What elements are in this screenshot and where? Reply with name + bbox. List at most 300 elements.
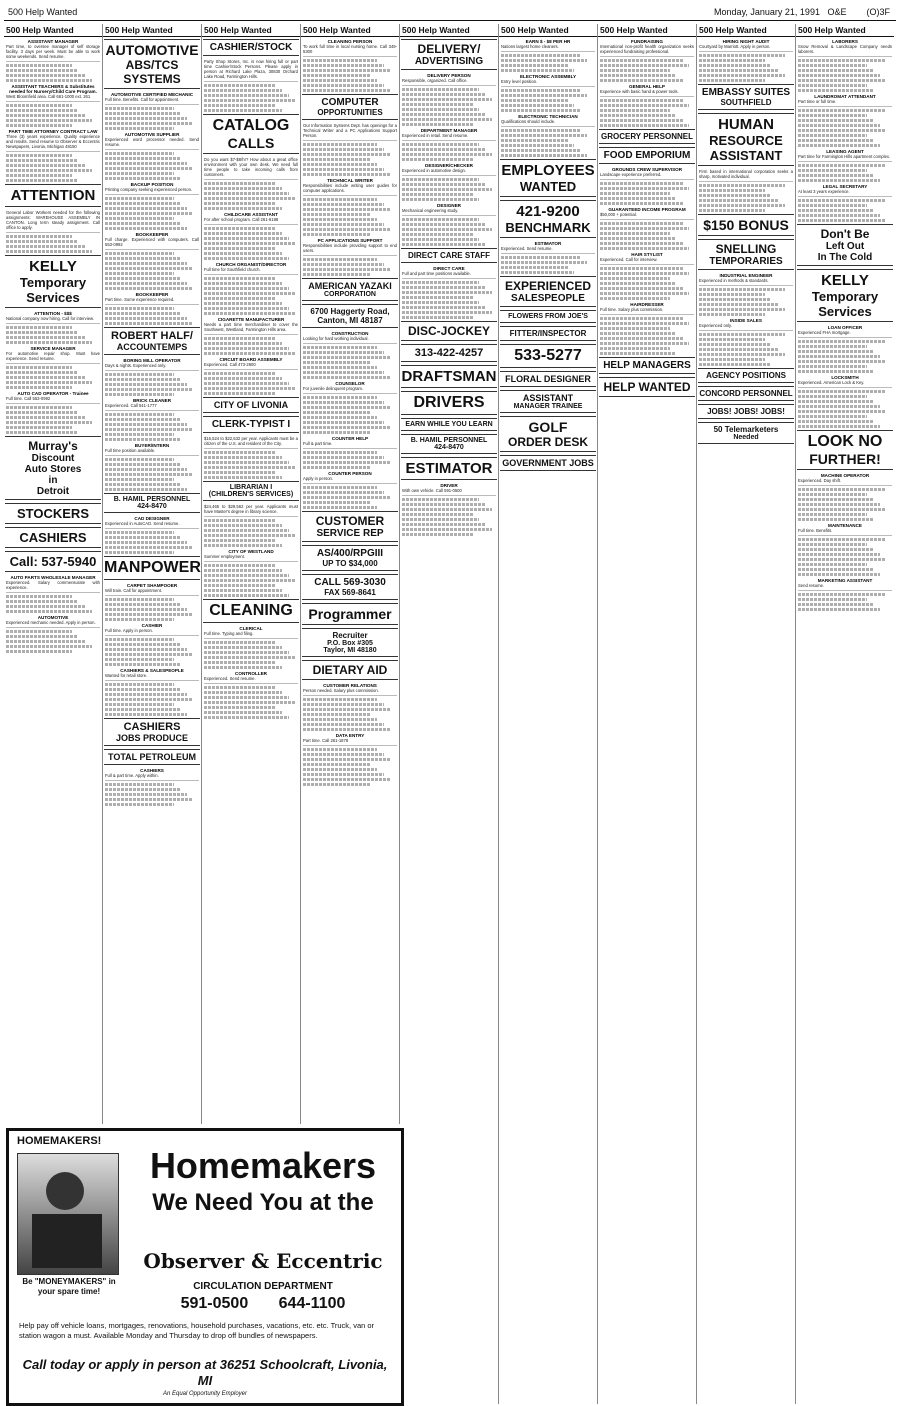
display-ad-line: In The Cold <box>817 252 873 263</box>
circulation-phones: 591-0500 644-1100 <box>180 1295 346 1312</box>
classified-ad <box>402 73 496 86</box>
ad-fine-print <box>501 54 595 72</box>
classified-ad <box>699 39 793 52</box>
display-ad <box>203 416 299 433</box>
ad-text: Part time or full time. <box>798 99 837 104</box>
display-ad-line: 424-8470 <box>137 503 167 510</box>
classified-ad <box>105 768 199 781</box>
display-ad <box>500 159 596 197</box>
display-ad-line: CALLS <box>227 135 275 151</box>
ad-text: $50,000 + potential. <box>600 212 637 217</box>
ad-title: MARKETING ASSISTANT <box>817 578 873 583</box>
display-ad-line: KELLY <box>821 272 869 289</box>
ad-title: HIRING NIGHT AUDIT <box>722 39 770 44</box>
photo-caption: Be "MONEYMAKERS" in your spare time! <box>22 1277 116 1296</box>
classified-ad <box>402 128 496 141</box>
homemakers-subtitle: We Need You at the <box>152 1189 374 1216</box>
ad-text: Part time. Some experience required. <box>105 297 175 302</box>
display-ad-line: EXPERIENCED <box>504 279 592 293</box>
circulation-department: CIRCULATION DEPARTMENT <box>193 1281 333 1292</box>
ad-title: ELECTRONIC TECHNICIAN <box>518 114 578 119</box>
ad-fine-print <box>402 281 496 319</box>
ad-text: Apply in person. <box>303 476 334 481</box>
ad-title: COUNTER HELP <box>331 436 369 441</box>
classified-ad <box>600 207 694 220</box>
ad-text: Experienced in automotive design. <box>402 168 467 173</box>
display-ad-line: 424-8470 <box>434 444 464 451</box>
classified-ad <box>105 232 199 250</box>
display-ad <box>500 371 596 387</box>
ad-fine-print <box>798 164 892 182</box>
ad-text: Experience with basic hand & power tools. <box>600 89 679 94</box>
display-ad <box>203 114 299 154</box>
ad-fine-print <box>303 698 397 731</box>
ad-title: AUTO CAD OPERATOR - Trainee <box>17 391 89 396</box>
display-ad <box>302 660 398 680</box>
classified-ad <box>204 59 298 82</box>
ad-text: Full & part time. Apply within. <box>105 773 159 778</box>
classified-ad <box>501 74 595 87</box>
ad-title: COUNSELOR <box>335 381 365 386</box>
display-ad-line: ACCOUNTEMPS <box>116 342 188 352</box>
ad-fine-print <box>105 152 199 180</box>
ad-title: CLEANING PERSON <box>327 39 373 44</box>
ad-fine-print <box>303 396 397 434</box>
classified-ad <box>798 94 892 107</box>
display-ad-line: Programmer <box>308 606 392 622</box>
display-ad-line: RESOURCE <box>709 133 783 148</box>
ad-title: DIRECT CARE <box>433 266 465 271</box>
classified-ad <box>303 471 397 484</box>
display-ad-line: DELIVERY/ <box>417 42 481 56</box>
classified-ad <box>204 671 298 684</box>
column-8 <box>697 24 796 1404</box>
ad-text: Wanted for retail store. <box>105 673 148 678</box>
display-ad-line: LOOK NO <box>807 433 883 450</box>
display-ad-line: AS/400/RPGIII <box>316 548 384 559</box>
display-ad-line: in <box>48 475 58 486</box>
display-ad <box>500 344 596 368</box>
ad-text: Experienced. Call for interview. <box>600 257 658 262</box>
display-ad-line: HELP MANAGERS <box>603 360 691 371</box>
display-ad <box>797 269 893 322</box>
display-ad <box>104 749 200 765</box>
display-ad-line: AMERICAN YAZAKI <box>308 281 392 291</box>
display-ad-line: EMPLOYEES <box>501 162 595 179</box>
ad-title: CARPET SHAMPOOER <box>126 583 178 588</box>
ad-text: Experienced. American Lock & Key. <box>798 380 865 385</box>
column-header: 500 Help Wanted <box>796 24 894 37</box>
column-header: 500 Help Wanted <box>400 24 498 37</box>
page-date: Monday, January 21, 1991 <box>714 7 820 17</box>
display-ad-line: AUTOMOTIVE <box>105 42 199 58</box>
display-ad-line: HELP WANTED <box>603 380 691 394</box>
column-1 <box>4 24 103 1124</box>
ad-title: EARN $ - $8 PER HR <box>525 39 571 44</box>
display-ad-line: OPPORTUNITIES <box>317 108 383 117</box>
display-ad-line: Services <box>26 290 80 305</box>
ad-text: Experienced in AutoCAD. Send resume. <box>105 521 180 526</box>
ad-text: Experienced. Day shift. <box>798 478 842 483</box>
ad-text: Mechanical engineering study. <box>402 208 459 213</box>
header-rule <box>4 20 896 21</box>
display-ad-line: CALL 569-3030 <box>314 577 386 588</box>
ad-text: Qualifications should include. <box>501 119 556 124</box>
ad-title: DESIGNER/CHECKER <box>425 163 473 168</box>
ad-fine-print <box>798 538 892 576</box>
ad-fine-print <box>501 129 595 157</box>
display-ad-line: SOUTHFIELD <box>720 98 772 107</box>
display-ad <box>599 377 695 397</box>
classified-ad <box>204 262 298 275</box>
display-ad-line: ESTIMATOR <box>405 460 493 477</box>
ad-fine-print <box>699 288 793 316</box>
ad-fine-print <box>105 638 199 666</box>
ad-title: AUTO PARTS WHOLESALE MANAGER <box>10 575 96 580</box>
display-ad <box>500 326 596 341</box>
display-ad-line: 421-9200 <box>516 203 580 220</box>
display-ad <box>401 365 497 388</box>
ad-text: Will train. Call for appointment. <box>105 588 163 593</box>
ad-title: CASHIERS & SALESPEOPLE <box>120 668 184 673</box>
homemakers-tag: HOMEMAKERS! <box>17 1135 102 1147</box>
display-ad-line: Taylor, MI 48180 <box>323 647 377 654</box>
display-ad-line: CLERK-TYPIST I <box>211 419 291 430</box>
ad-title: DATA ENTRY <box>335 733 365 738</box>
classified-ad <box>798 39 892 57</box>
ad-title: BOOKKEEPER <box>135 292 169 297</box>
column-header: 500 Help Wanted <box>499 24 597 37</box>
display-ad <box>401 248 497 263</box>
ad-fine-print <box>6 406 100 434</box>
classified-ad <box>6 346 100 364</box>
display-ad <box>797 430 893 470</box>
column-header: 500 Help Wanted <box>301 24 399 37</box>
column-7 <box>598 24 697 1404</box>
classified-ad <box>798 473 892 486</box>
display-ad-line: EARN WHILE YOU LEARN <box>405 421 493 428</box>
display-ad-line: DISC-JOCKEY <box>407 324 490 338</box>
display-ad <box>203 397 299 413</box>
column-4 <box>301 24 400 1124</box>
ad-text: Needs a part time merchandiser to cover the Southwest, Westland, Farmington Hills area. <box>204 322 298 332</box>
ad-title: CONTROLLER <box>235 671 267 676</box>
classified-ad <box>303 733 397 746</box>
ad-text: Printing company seeking experienced person. <box>105 187 193 192</box>
ad-title: BRICK CLEANER <box>132 398 172 403</box>
ad-title: MAINTENANCE <box>828 523 862 528</box>
classified-ad <box>105 398 199 411</box>
display-ad <box>698 368 794 383</box>
classified-ad <box>303 683 397 696</box>
display-ad <box>5 184 101 207</box>
ad-fine-print <box>6 64 100 82</box>
ad-text: $24,465 to $29,562 per year. Applicants must have Master's degree in library science. <box>204 504 298 514</box>
ad-title: CITY OF WESTLAND <box>228 549 274 554</box>
ad-fine-print <box>699 54 793 82</box>
display-ad-line: FLORAL DESIGNER <box>505 374 591 384</box>
classified-ad <box>501 39 595 52</box>
display-ad <box>401 434 497 454</box>
ad-title: ESTIMATOR <box>534 241 562 246</box>
display-ad-line: DIRECT CARE STAFF <box>407 251 491 260</box>
ad-text: Experienced. Send resume. <box>501 246 553 251</box>
ad-text: Experienced. Salary commensurate with experience. <box>6 580 100 590</box>
ad-title: CIGARETTE MANUFACTURER <box>217 317 285 322</box>
ad-title: LAUNDROMAT ATTENDANT <box>814 94 876 99</box>
classified-ad <box>501 114 595 127</box>
display-ad-line: ORDER DESK <box>507 435 588 449</box>
ad-title: HAIRDRESSER <box>630 302 664 307</box>
display-line-stockers: STOCKERS <box>5 503 101 524</box>
ad-fine-print <box>402 178 496 201</box>
ad-text: For after school program. Call 261-6188 <box>204 217 279 222</box>
display-ad-line: 533-5277 <box>514 347 582 364</box>
classified-ad <box>303 436 397 449</box>
classified-ad <box>105 292 199 305</box>
display-ad-line: P.O. Box #305 <box>327 640 373 647</box>
display-ad-line: 50 Telemarketers <box>713 425 779 434</box>
classified-ad <box>204 504 298 517</box>
display-ad-line: TEMPORARIES <box>709 256 783 267</box>
column-header: 500 Help Wanted <box>103 24 201 37</box>
ad-fine-print <box>6 235 100 253</box>
display-ad-line: ASSISTANT <box>709 148 783 163</box>
classified-ad <box>303 331 397 344</box>
ad-title: LABORERS <box>832 39 858 44</box>
display-ad-line: CUSTOMER <box>315 514 385 528</box>
paper-code: O&E <box>827 7 847 17</box>
classified-ad <box>6 575 100 593</box>
ad-title: INSIDE SALES <box>730 318 762 323</box>
ad-text: Experienced in methods & standards. <box>699 278 769 283</box>
ad-fine-print <box>204 277 298 315</box>
classified-ad <box>105 623 199 636</box>
ad-text: With own vehicle. Call 591-0500 <box>402 488 462 493</box>
column-header: 500 Help Wanted <box>4 24 102 37</box>
display-ad-line: TOTAL PETROLEUM <box>107 752 196 762</box>
display-ad-line: CATALOG <box>212 117 290 134</box>
ad-text: General Labor Workers needed for the following assignments: WAREHOUSE ASSEMBLY IN CANTON. Long term steady assignment. Call office to apply. <box>6 210 100 230</box>
display-ad-line: B. HAMIL PERSONNEL <box>113 496 191 503</box>
display-ad-line: SYSTEMS <box>123 72 181 86</box>
display-ad <box>500 455 596 471</box>
ad-text: Three (3) years experience. Quality experience and results. Send resume to Observer & Eccentric Newspapers, Livonia, Michigan 48150 <box>6 134 100 149</box>
ad-fine-print <box>204 372 298 395</box>
display-ad <box>401 391 497 415</box>
classified-ad <box>501 241 595 254</box>
classified-ad <box>6 129 100 152</box>
classified-ad <box>105 358 199 371</box>
display-ad-line: GROCERY PERSONNEL <box>600 132 693 141</box>
display-ad <box>203 39 299 56</box>
ad-text: Entry level position. <box>501 79 538 84</box>
display-ad <box>302 511 398 542</box>
display-ad <box>500 390 596 413</box>
display-line-cashiers: CASHIERS <box>5 527 101 548</box>
ad-text: International non-profit health organization seeks experienced fundraising professional. <box>600 44 694 54</box>
ad-title: COUNTER PERSON <box>328 471 372 476</box>
column-6 <box>499 24 598 1404</box>
column-header: 500 Help Wanted <box>598 24 696 37</box>
ad-text: Landscape experience preferred. <box>600 172 662 177</box>
display-ad <box>302 603 398 625</box>
ad-text: West Bloomfield area. Call 661-1000 ext. 261 <box>6 94 91 99</box>
classified-ad <box>402 483 496 496</box>
classified-ad <box>6 311 100 324</box>
ad-fine-print <box>204 641 298 669</box>
classified-ad <box>402 163 496 176</box>
classified-ad <box>600 84 694 97</box>
ad-text: Experienced only. <box>699 323 732 328</box>
ad-text: Full time. Benefits. <box>798 528 833 533</box>
ad-text: Responsibilities include writing user guides for computer applications. <box>303 183 397 193</box>
display-ad <box>698 113 794 166</box>
ad-fine-print <box>699 184 793 212</box>
ad-text: Courtyard by Marriott. Apply in person. <box>699 44 771 49</box>
classified-ad <box>105 443 199 456</box>
display-ad <box>203 481 299 501</box>
display-ad <box>698 386 794 401</box>
display-ad <box>698 214 794 236</box>
ad-fine-print <box>600 99 694 127</box>
ad-fine-print <box>798 593 892 611</box>
display-ad-line: ABS/TCS <box>125 58 179 72</box>
ad-text: Part time for Farmington Hills apartment complex. <box>798 154 891 159</box>
display-ad-line: CLEANING <box>209 602 293 619</box>
classified-ad <box>204 626 298 639</box>
classified-ad <box>600 167 694 180</box>
column-header: 500 Help Wanted <box>202 24 300 37</box>
ad-text: Full time. Benefits. Call for appointment. <box>105 97 180 102</box>
ad-text: Experienced in retail. Send resume. <box>402 133 469 138</box>
display-ad <box>698 84 794 110</box>
display-ad <box>104 327 200 355</box>
ad-fine-print <box>303 748 397 786</box>
display-ad-line: (CHILDREN'S SERVICES) <box>208 491 294 498</box>
classified-ad <box>402 203 496 216</box>
ad-fine-print <box>501 89 595 112</box>
display-ad-line: JOBS PRODUCE <box>115 733 188 743</box>
ad-title: LEASING AGENT <box>826 149 864 154</box>
column-3 <box>202 24 301 1124</box>
display-ad-line: DRIVERS <box>413 394 485 411</box>
display-ad-line: FLOWERS FROM JOE'S <box>508 313 588 320</box>
ad-fine-print <box>798 59 892 92</box>
ad-fine-print <box>105 413 199 441</box>
display-ad-line: Detroit <box>36 486 70 497</box>
ad-fine-print <box>105 683 199 716</box>
ad-fine-print <box>204 451 298 479</box>
ad-text: Full time. Typing and filing. <box>204 631 254 636</box>
ad-text: Experienced FHA mortgage. <box>798 330 851 335</box>
ad-title: BUYER/INTERN <box>134 443 170 448</box>
display-ad <box>203 599 299 623</box>
display-ad-line: Don't Be <box>820 227 870 241</box>
ad-text: For automotive repair shop. Must have experience. Send resume. <box>6 351 100 361</box>
ad-fine-print <box>798 109 892 147</box>
person-figure <box>46 1172 84 1210</box>
display-ad-line: KELLY <box>29 258 77 275</box>
ad-fine-print <box>105 107 199 130</box>
ad-title: FUNDRAISING <box>631 39 663 44</box>
display-line-addr: 6700 Haggerty Road, Canton, MI 48187 <box>302 304 398 328</box>
ad-title: GENERAL HELP <box>629 84 665 89</box>
ad-text: Looking for hard working individual. <box>303 336 369 341</box>
ad-fine-print <box>105 307 199 325</box>
ad-fine-print <box>6 366 100 389</box>
display-ad <box>401 457 497 480</box>
display-ad <box>104 718 200 746</box>
ad-fine-print <box>105 373 199 396</box>
ad-text: Part time, to oversee manager of self storage facility. 3 days per week. Must be able to work some weekends. Send resume. <box>6 44 100 59</box>
display-ad-line: Temporary <box>19 275 87 290</box>
display-ad-line: Auto Stores <box>24 464 82 475</box>
ad-title: CASHIERS <box>140 768 164 773</box>
ad-text: Full and part time positions available. <box>402 271 471 276</box>
ad-fine-print <box>105 531 199 554</box>
ad-fine-print <box>402 498 496 536</box>
ad-title: INDUSTRIAL ENGINEER <box>719 273 773 278</box>
display-ad <box>302 545 398 571</box>
section-header: 500 Help Wanted <box>8 7 78 17</box>
ad-fine-print <box>204 519 298 547</box>
classified-ad <box>204 357 298 370</box>
display-ad-line: Temporary <box>811 289 879 304</box>
display-ad-line: ATTENTION <box>10 187 96 204</box>
display-ad-line: Murray's <box>28 439 78 453</box>
display-ad-line: LIBRARIAN I <box>229 484 273 491</box>
classified-ad <box>105 516 199 529</box>
display-ad-line: UP TO $34,000 <box>322 559 378 568</box>
display-ad-line: Left Out <box>825 241 865 252</box>
display-ad <box>5 255 101 308</box>
display-ad-line: GOLF <box>528 419 568 435</box>
ad-title: PART TIME ATTORNEY CONTRACT LAW <box>8 129 98 134</box>
classified-ad <box>600 302 694 315</box>
ad-fine-print <box>501 256 595 274</box>
display-ad <box>302 574 398 600</box>
ad-text: Full time for Southfield church. <box>204 267 261 272</box>
display-ad <box>698 239 794 270</box>
ad-text: Full time. Salary plus commission. <box>600 307 664 312</box>
display-ad-line: ASSISTANT <box>522 393 574 403</box>
ad-text: Full & part time. <box>303 441 333 446</box>
ad-text: Firm based in international corporation seeks a sharp, motivated individual. <box>699 169 793 179</box>
classified-ad <box>204 317 298 335</box>
display-ad-line: FURTHER! <box>809 451 881 467</box>
ad-fine-print <box>6 104 100 127</box>
homemakers-body: Help pay off vehicle loans, mortgages, renovations, household purchases, vacations, etc. etc. Truck, van or station wagon a must. Available Monday and Thursday to drop off bundles of newspapers. <box>19 1321 375 1340</box>
ad-title: ATTENTION - $$$ <box>34 311 72 316</box>
call-today: Call today or apply in person at 36251 Schoolcraft, Livonia, MI <box>22 1357 388 1388</box>
ad-fine-print <box>303 198 397 236</box>
classified-ad <box>798 523 892 536</box>
display-ad-line: Services <box>818 304 872 319</box>
ad-text: $16,524 to $22,532 per year. Applicants must be a citizen of the U.S. and resident of the City. <box>204 436 298 446</box>
ad-text: Nations largest home cleaners. <box>501 44 559 49</box>
display-ad-line: CASHIER/STOCK <box>209 42 293 53</box>
ad-text: For juvenile delinquent program. <box>303 386 364 391</box>
ad-fine-print <box>798 488 892 521</box>
display-ad-line: 313-422-4257 <box>414 347 484 359</box>
ad-title: ASSISTANT TEACHERS & Substitutes needed for Nursery/Child Care Program. <box>9 84 97 94</box>
ad-fine-print <box>303 346 397 379</box>
ad-text: Snow Removal & Landscape Company needs laborers. <box>798 44 892 54</box>
display-ad-line: SALESPEOPLE <box>511 293 585 304</box>
display-ad-line: MANAGER TRAINEE <box>513 403 583 410</box>
ad-fine-print <box>600 267 694 300</box>
